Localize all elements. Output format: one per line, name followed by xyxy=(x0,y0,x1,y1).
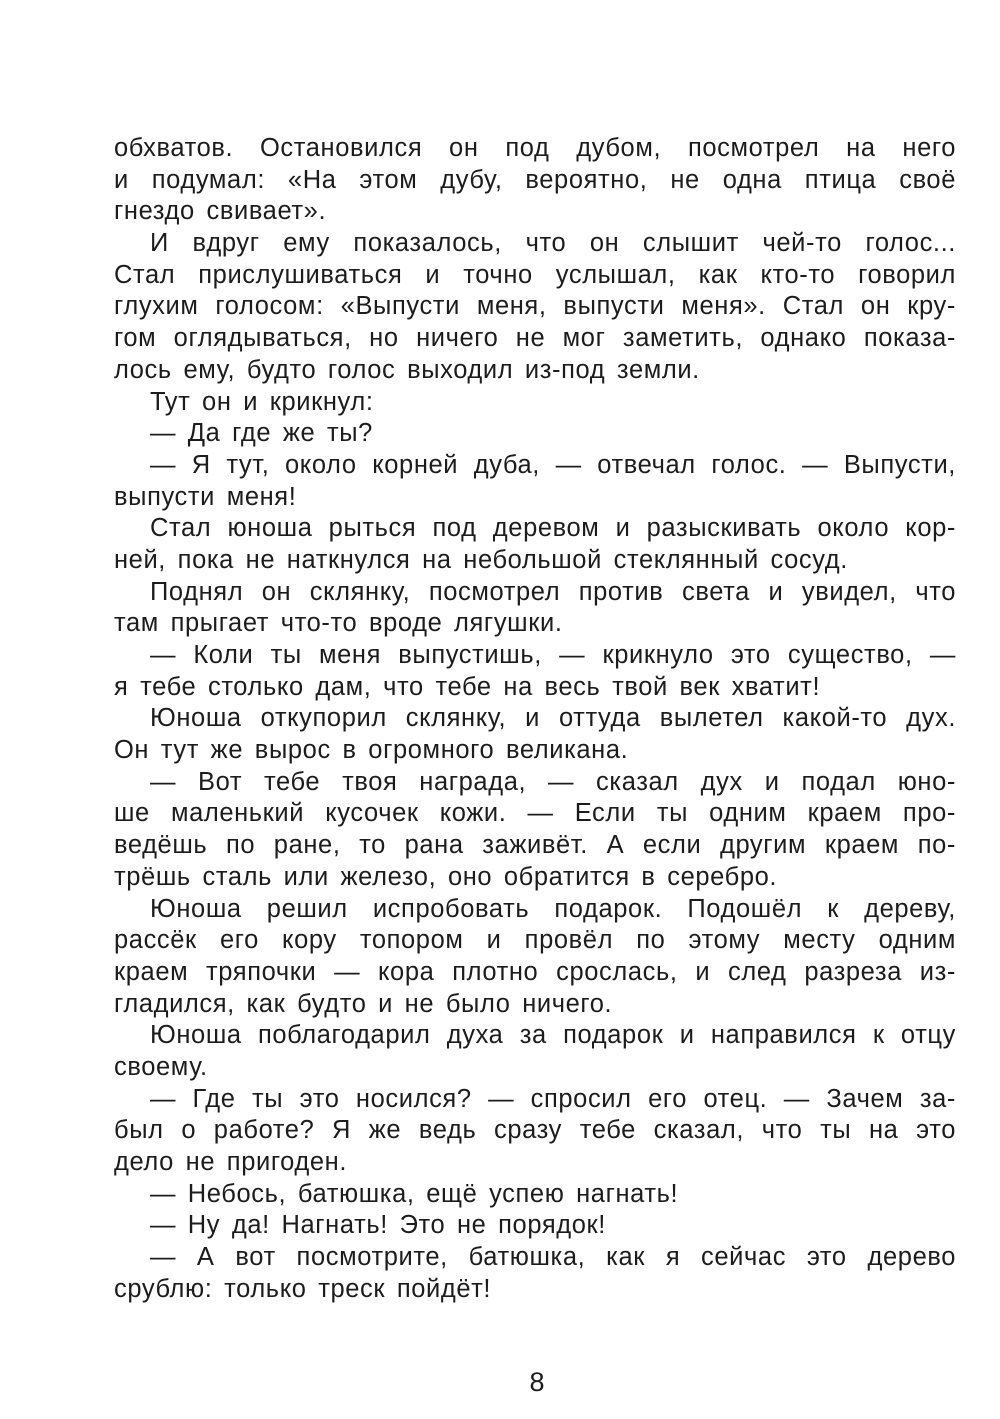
text-line: глухим голосом: «Выпусти меня, выпусти меня». Стал он кру- xyxy=(114,292,956,321)
text-line: обхватов. Остановился он под дубом, посмотрел на него xyxy=(114,134,956,162)
text-line: своему. xyxy=(114,1052,208,1081)
text-line: там прыгает что-то вроде лягушки. xyxy=(114,609,563,638)
text-line: ше маленький кусочек кожи. — Если ты одним краем про- xyxy=(114,799,956,828)
text-line: краем тряпочки — кора плотно срослась, и след разреза из- xyxy=(114,957,956,986)
text-line: — Вот тебе твоя награда, — сказал дух и подал юно- xyxy=(150,767,956,796)
text-line: был о работе? Я же ведь сразу тебе сказал, что ты на это xyxy=(114,1116,956,1145)
text-line: ней, пока не наткнулся на небольшой стеклянный сосуд. xyxy=(114,545,848,574)
text-line: Юноша откупорил склянку, и оттуда вылетел какой-то дух. xyxy=(150,704,956,733)
text-line: — Где ты это носился? — спросил его отец. — Зачем за- xyxy=(150,1084,956,1113)
text-line: Юноша решил испробовать подарок. Подошёл к дереву, xyxy=(150,894,956,923)
text-line: дело не пригоден. xyxy=(114,1148,348,1176)
text-line: выпусти меня! xyxy=(114,482,297,511)
text-line: и подумал: «На этом дубу, вероятно, не одна птица своё xyxy=(114,165,956,194)
text-line: Тут он и крикнул: xyxy=(150,387,374,416)
text-line: — Коли ты меня выпустишь, — крикнуло это существо, — xyxy=(150,641,956,669)
text-line: гом оглядываться, но ничего не мог заметить, однако показа- xyxy=(114,324,956,353)
text-line: Юноша поблагодарил духа за подарок и направился к отцу xyxy=(150,1021,956,1050)
text-line: гладился, как будто и не было ничего. xyxy=(114,989,613,1018)
text-line: — Я тут, около корней дуба, — отвечал голос. — Выпусти, xyxy=(150,450,956,479)
text-line: — Ну да! Нагнать! Это не порядок! xyxy=(150,1211,606,1240)
text-line: Стал прислушиваться и точно услышал, как кто-то говорил xyxy=(114,260,956,289)
story-text xyxy=(114,133,956,1305)
text-line: гнездо свивает». xyxy=(114,197,327,226)
text-line: Он тут же вырос в огромного великана. xyxy=(114,736,629,765)
text-line: Стал юноша рыться под деревом и разыскивать около кор- xyxy=(150,514,956,543)
text-line: трёшь сталь или железо, оно обратится в серебро. xyxy=(114,862,778,891)
text-line: ведёшь по ране, то рана заживёт. А если другим краем по- xyxy=(114,831,956,860)
text-line: — Да где же ты? xyxy=(150,419,373,448)
text-line: я тебе столько дам, что тебе на весь твой век хватит! xyxy=(114,672,821,701)
text-line: — А вот посмотрите, батюшка, как я сейчас это дерево xyxy=(150,1243,956,1272)
text-line: И вдруг ему показалось, что он слышит чей-то голос... xyxy=(150,229,956,258)
text-line: — Небось, батюшка, ещё успею нагнать! xyxy=(150,1179,679,1208)
text-line: лось ему, будто голос выходил из-под земли. xyxy=(114,355,700,384)
text-line: Поднял он склянку, посмотрел против света и увидел, что xyxy=(150,577,956,606)
page-number: 8 xyxy=(529,1367,545,1397)
text-line: рассёк его кору топором и провёл по этому месту одним xyxy=(114,926,956,955)
text-line: срублю: только треск пойдёт! xyxy=(114,1274,492,1303)
